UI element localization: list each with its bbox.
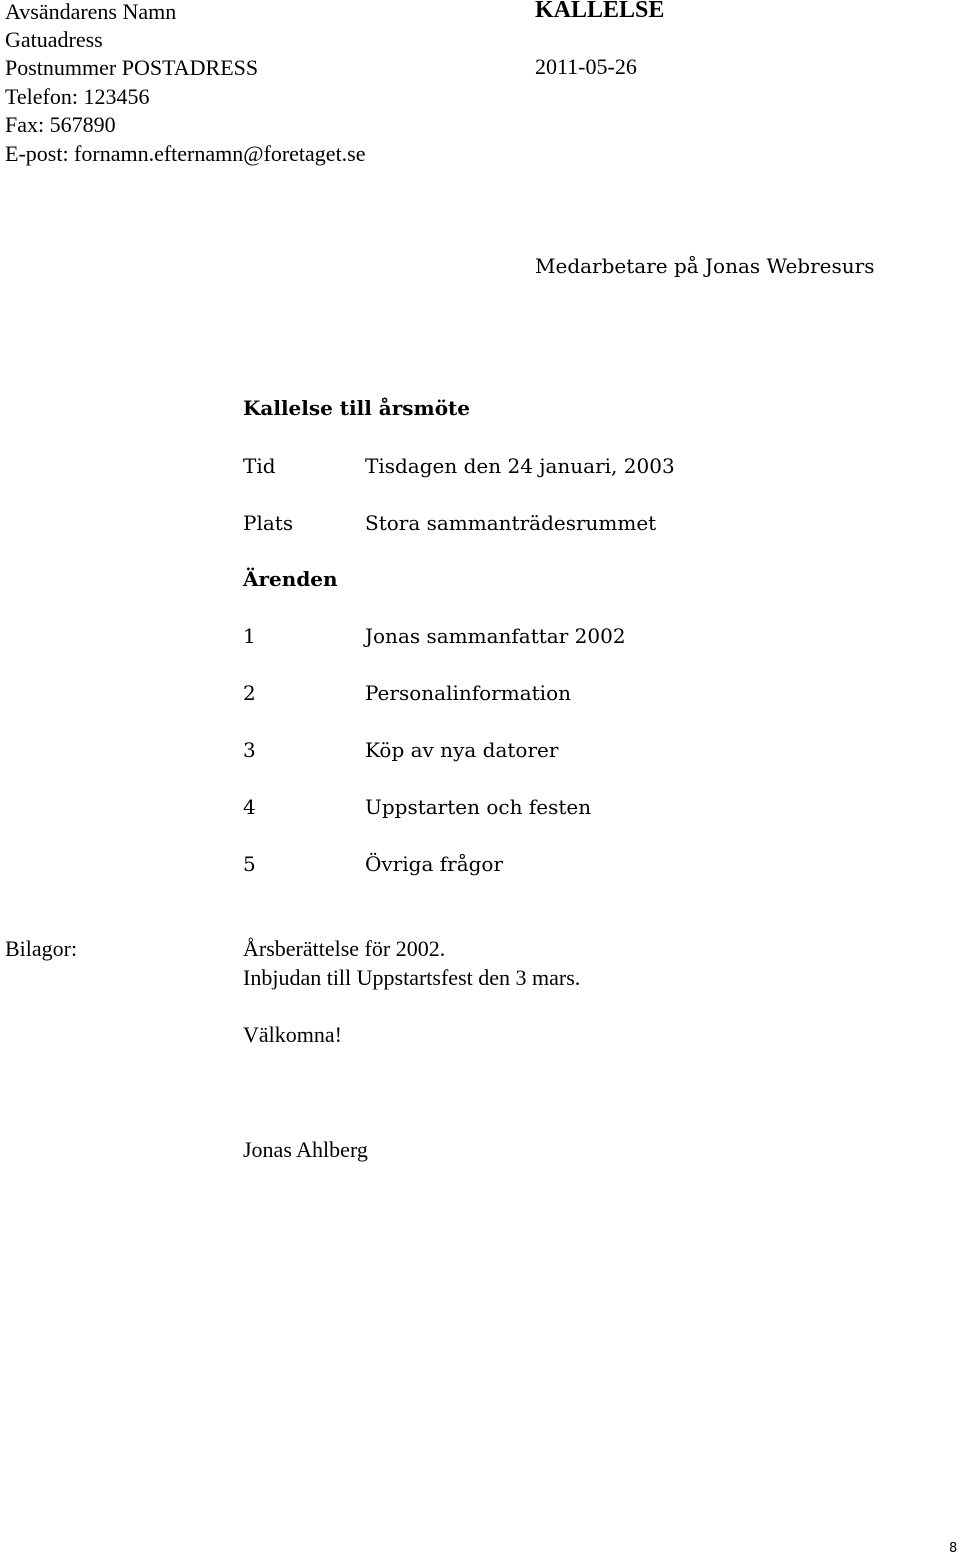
place-value: Stora sammanträdesrummet bbox=[365, 511, 657, 535]
agenda-item-text: Uppstarten och festen bbox=[365, 795, 592, 819]
agenda-item-text: Personalinformation bbox=[365, 681, 571, 705]
attachment-item: Inbjudan till Uppstartsfest den 3 mars. bbox=[243, 965, 581, 990]
agenda-item-text: Köp av nya datorer bbox=[365, 738, 559, 762]
sender-street: Gatuadress bbox=[5, 27, 103, 52]
agenda-item-number: 1 bbox=[243, 624, 256, 648]
agenda-heading: Ärenden bbox=[243, 567, 338, 591]
agenda-item-number: 3 bbox=[243, 738, 256, 762]
meeting-heading: Kallelse till årsmöte bbox=[243, 396, 471, 420]
time-value: Tisdagen den 24 januari, 2003 bbox=[365, 454, 675, 478]
sender-email: E-post: fornamn.efternamn@foretaget.se bbox=[5, 141, 366, 166]
agenda-item-number: 5 bbox=[243, 852, 256, 876]
attachment-item: Årsberättelse för 2002. bbox=[243, 936, 446, 961]
time-label: Tid bbox=[243, 454, 276, 478]
closing-greeting: Välkomna! bbox=[243, 1022, 342, 1047]
sender-fax: Fax: 567890 bbox=[5, 112, 116, 137]
place-label: Plats bbox=[243, 511, 294, 535]
document-title: KALLELSE bbox=[535, 0, 665, 23]
agenda-item-text: Övriga frågor bbox=[365, 852, 504, 876]
recipient: Medarbetare på Jonas Webresurs bbox=[535, 254, 875, 278]
sender-name: Avsändarens Namn bbox=[5, 0, 177, 24]
agenda-item-number: 4 bbox=[243, 795, 256, 819]
document-date: 2011-05-26 bbox=[535, 54, 637, 79]
sender-phone: Telefon: 123456 bbox=[5, 84, 150, 109]
attachments-label: Bilagor: bbox=[5, 936, 78, 961]
agenda-item-text: Jonas sammanfattar 2002 bbox=[365, 624, 626, 648]
sender-postal: Postnummer POSTADRESS bbox=[5, 55, 259, 80]
page-number: 8 bbox=[949, 1541, 958, 1556]
signature: Jonas Ahlberg bbox=[243, 1137, 368, 1162]
agenda-item-number: 2 bbox=[243, 681, 256, 705]
